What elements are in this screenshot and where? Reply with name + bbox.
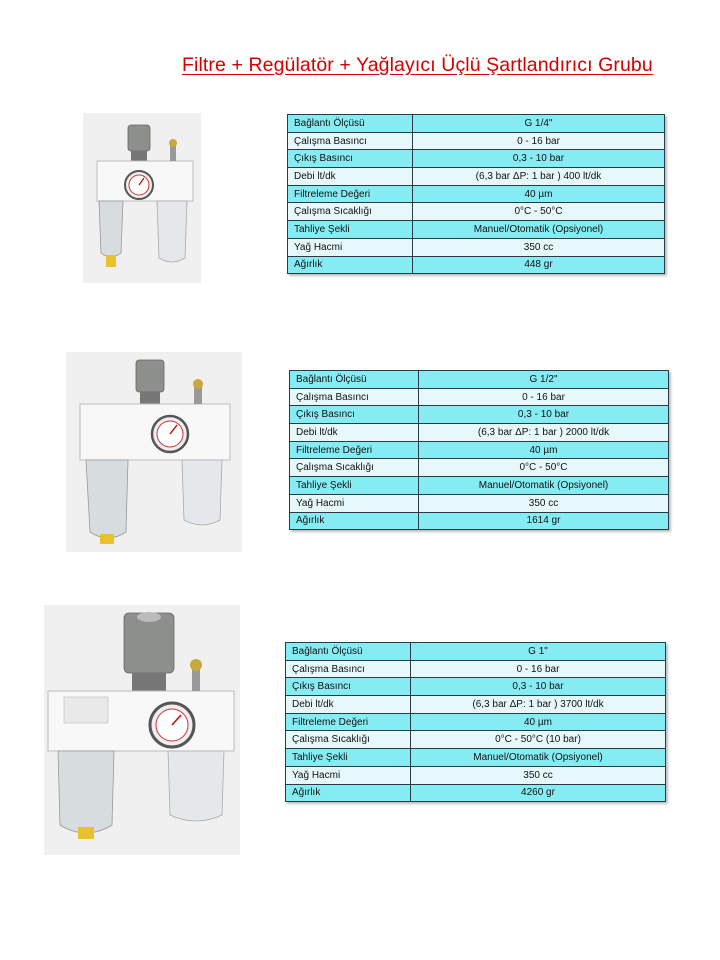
table-row	[290, 477, 669, 495]
table-row	[286, 678, 666, 696]
table-row	[290, 494, 669, 512]
spec-label: Yağ Hacmi	[288, 238, 413, 256]
spec-value: (6,3 bar ΔP: 1 bar ) 2000 lt/dk	[419, 424, 669, 442]
spec-value: 0,3 - 10 bar	[411, 678, 666, 696]
spec-label: Yağ Hacmi	[286, 766, 411, 784]
frl-unit-one-inch-photo	[44, 605, 240, 855]
spec-label: Çıkış Basıncı	[286, 678, 411, 696]
spec-value: 350 cc	[419, 494, 669, 512]
spec-value: 40 µm	[411, 713, 666, 731]
table-row	[286, 784, 666, 802]
spec-value: 0,3 - 10 bar	[419, 406, 669, 424]
table-row	[288, 168, 665, 186]
spec-label: Debi lt/dk	[286, 696, 411, 714]
table-row	[290, 459, 669, 477]
spec-value: Manuel/Otomatik (Opsiyonel)	[413, 221, 665, 239]
table-row	[290, 424, 669, 442]
spec-table-one-inch	[285, 642, 666, 802]
spec-value: 40 µm	[419, 441, 669, 459]
spec-label: Ağırlık	[290, 512, 419, 530]
spec-value: G 1"	[411, 643, 666, 661]
spec-value: 448 gr	[413, 256, 665, 274]
spec-value: 0°C - 50°C	[413, 203, 665, 221]
spec-label: Çalışma Sıcaklığı	[290, 459, 419, 477]
table-row	[288, 256, 665, 274]
spec-label: Çıkış Basıncı	[288, 150, 413, 168]
spec-value: Manuel/Otomatik (Opsiyonel)	[411, 749, 666, 767]
spec-value: 1614 gr	[419, 512, 669, 530]
spec-label: Debi lt/dk	[290, 424, 419, 442]
spec-value: (6,3 bar ΔP: 1 bar ) 400 lt/dk	[413, 168, 665, 186]
table-row	[286, 749, 666, 767]
table-row	[286, 713, 666, 731]
table-row	[288, 132, 665, 150]
frl-unit-half-inch-photo	[66, 352, 242, 552]
spec-label: Ağırlık	[288, 256, 413, 274]
spec-label: Filtreleme Değeri	[288, 185, 413, 203]
spec-label: Çalışma Basıncı	[286, 660, 411, 678]
spec-label: Bağlantı Ölçüsü	[288, 115, 413, 133]
spec-label: Tahliye Şekli	[286, 749, 411, 767]
table-row	[290, 371, 669, 389]
table-row	[288, 221, 665, 239]
table-row	[288, 238, 665, 256]
page-title: Filtre + Regülatör + Yağlayıcı Üçlü Şartlandırıcı Grubu	[182, 54, 653, 76]
table-row	[286, 643, 666, 661]
spec-value: 350 cc	[413, 238, 665, 256]
spec-label: Tahliye Şekli	[290, 477, 419, 495]
spec-label: Çalışma Basıncı	[290, 388, 419, 406]
table-row	[290, 512, 669, 530]
spec-value: G 1/4"	[413, 115, 665, 133]
frl-unit-quarter-inch-photo	[83, 113, 201, 283]
spec-value: 350 cc	[411, 766, 666, 784]
table-row	[288, 115, 665, 133]
spec-label: Çalışma Sıcaklığı	[286, 731, 411, 749]
spec-value: 40 µm	[413, 185, 665, 203]
spec-value: 0 - 16 bar	[411, 660, 666, 678]
table-row	[290, 406, 669, 424]
spec-label: Çalışma Sıcaklığı	[288, 203, 413, 221]
spec-value: 0 - 16 bar	[413, 132, 665, 150]
table-row	[286, 696, 666, 714]
spec-label: Ağırlık	[286, 784, 411, 802]
table-row	[288, 185, 665, 203]
spec-table-quarter-inch	[287, 114, 665, 274]
spec-value: 4260 gr	[411, 784, 666, 802]
spec-label: Bağlantı Ölçüsü	[286, 643, 411, 661]
spec-table-half-inch	[289, 370, 669, 530]
spec-label: Filtreleme Değeri	[290, 441, 419, 459]
table-row	[288, 203, 665, 221]
spec-value: Manuel/Otomatik (Opsiyonel)	[419, 477, 669, 495]
spec-value: 0°C - 50°C	[419, 459, 669, 477]
spec-value: (6,3 bar ΔP: 1 bar ) 3700 lt/dk	[411, 696, 666, 714]
spec-value: 0 - 16 bar	[419, 388, 669, 406]
spec-label: Çalışma Basıncı	[288, 132, 413, 150]
spec-label: Debi lt/dk	[288, 168, 413, 186]
spec-label: Yağ Hacmi	[290, 494, 419, 512]
spec-value: G 1/2"	[419, 371, 669, 389]
spec-label: Bağlantı Ölçüsü	[290, 371, 419, 389]
table-row	[288, 150, 665, 168]
spec-value: 0,3 - 10 bar	[413, 150, 665, 168]
table-row	[286, 766, 666, 784]
table-row	[286, 660, 666, 678]
table-row	[290, 388, 669, 406]
spec-value: 0°C - 50°C (10 bar)	[411, 731, 666, 749]
spec-label: Filtreleme Değeri	[286, 713, 411, 731]
spec-label: Tahliye Şekli	[288, 221, 413, 239]
table-row	[286, 731, 666, 749]
spec-label: Çıkış Basıncı	[290, 406, 419, 424]
table-row	[290, 441, 669, 459]
